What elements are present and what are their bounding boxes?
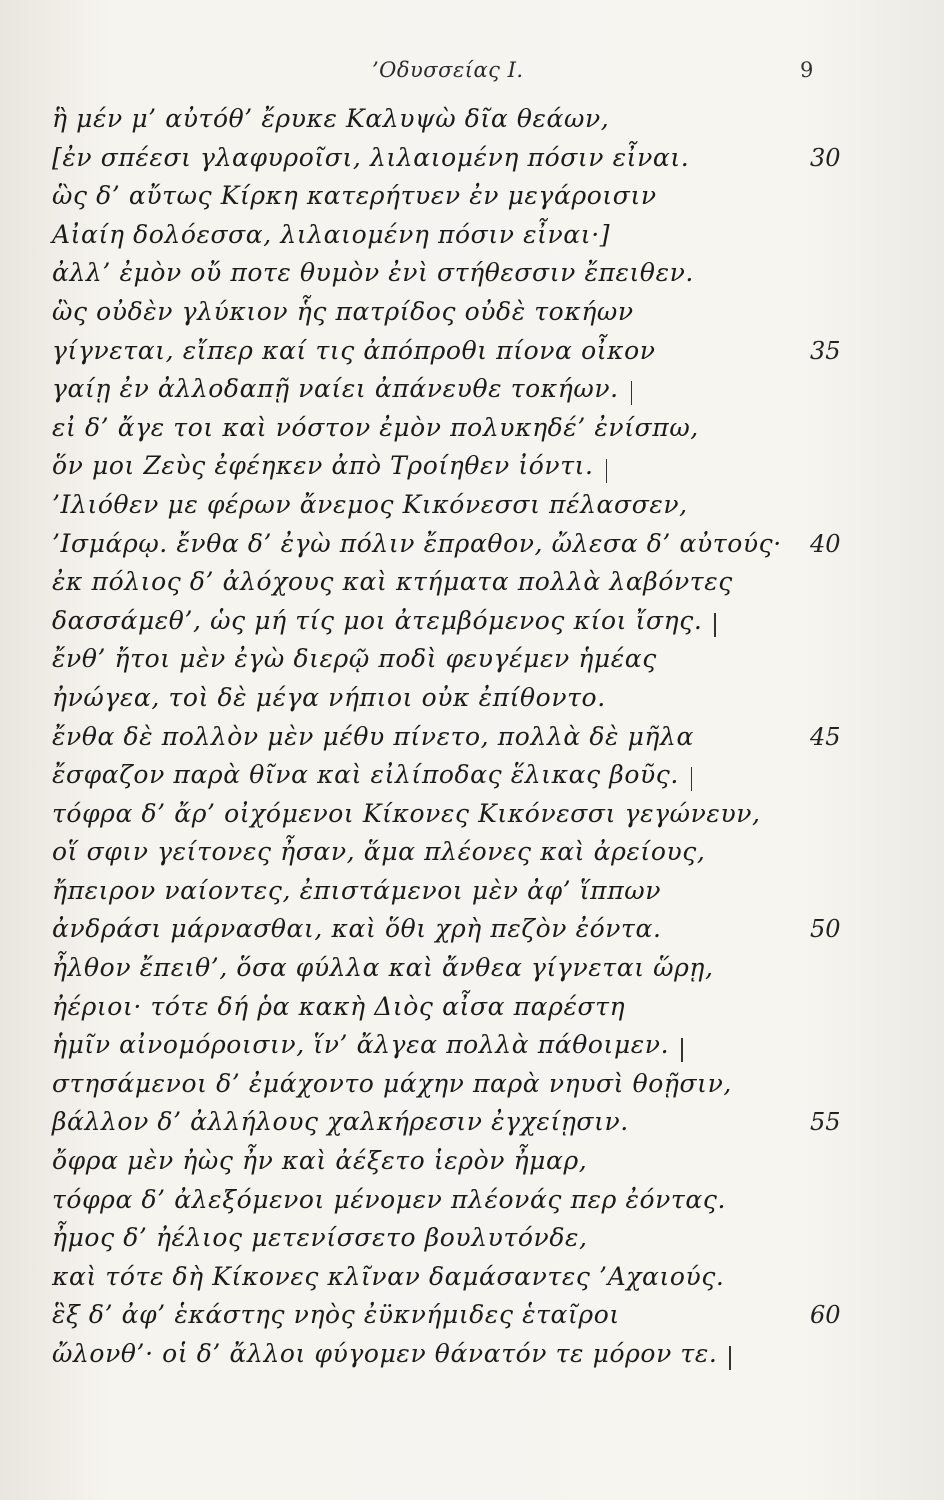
verse-line [52,525,842,564]
line-number: 40 [810,529,841,558]
verse-text: δασσάμεθ’, ὡς μή τίς μοι ἀτεμβόμενος κίοι ἴσης. [52,605,703,635]
verse-text: ἤπειρον ναίοντες, ἐπιστάμενοι μὲν ἀφ’ ἵππων [52,875,662,905]
line-number: 30 [810,143,841,172]
verse-block [52,100,842,1374]
section-bar-mark [714,613,716,637]
line-number: 60 [810,1301,841,1330]
line-number: 55 [810,1108,841,1137]
verse-line [52,833,842,872]
verse-text: βάλλον δ’ ἀλλήλους χαλκήρεσιν ἐγχείῃσιν. [52,1107,629,1137]
verse-line [52,486,842,525]
verse-text: καὶ τότε δὴ Κίκονες κλῖναν δαμάσαντες ’Αχαιούς. [52,1261,725,1291]
verse-text: ’Ιλιόθεν με φέρων ἄνεμος Κικόνεσσι πέλασσεν, [52,489,688,519]
verse-text: ἔνθ’ ἤτοι μὲν ἐγὼ διερῷ ποδὶ φευγέμεν ἡμέας [52,644,657,674]
verse-text: ἠνώγεα, τοὶ δὲ μέγα νήπιοι οὐκ ἐπίθοντο. [52,682,606,712]
verse-line [52,563,842,602]
verse-line [52,293,842,332]
section-bar-mark [681,1038,683,1062]
verse-line [52,254,842,293]
verse-line [52,718,842,757]
verse-line [52,910,842,949]
verse-text: τόφρα δ’ ἀλεξόμενοι μένομεν πλέονάς περ ἐόντας. [52,1184,726,1214]
verse-text: ἦλθον ἔπειθ’, ὅσα φύλλα καὶ ἄνθεα γίγνεται ὥρῃ, [52,953,714,983]
verse-text: ἓξ δ’ ἀφ’ ἑκάστης νηὸς ἐϋκνήμιδες ἑταῖροι [52,1300,620,1330]
verse-line [52,1103,842,1142]
verse-text: στησάμενοι δ’ ἐμάχοντο μάχην παρὰ νηυσὶ θοῇσιν, [52,1068,732,1098]
verse-line [52,1026,842,1065]
verse-line [52,795,842,834]
verse-text: ἠέριοι· τότε δή ῥα κακὴ Διὸς αἶσα παρέστη [52,991,626,1021]
verse-text: [ἐν σπέεσι γλαφυροῖσι, λιλαιομένη πόσιν εἶναι. [52,142,690,172]
verse-text: Αἰαίη δολόεσσα, λιλαιομένη πόσιν εἶναι·] [52,219,611,249]
verse-text: ὣς δ’ αὔτως Κίρκη κατερήτυεν ἐν μεγάροισιν [52,181,657,211]
verse-line [52,1258,842,1297]
section-bar-mark [729,1346,731,1370]
verse-text: ἡμῖν αἰνομόροισιν, ἵν’ ἄλγεα πολλὰ πάθοιμεν. [52,1030,670,1060]
verse-text: ὅν μοι Ζεὺς ἐφέηκεν ἀπὸ Τροίηθεν ἰόντι. [52,451,594,481]
verse-text: ἣ μέν μ’ αὐτόθ’ ἔρυκε Καλυψὼ δῖα θεάων, [52,104,610,133]
page-number: 9 [800,58,814,82]
verse-text: εἰ δ’ ἄγε τοι καὶ νόστον ἐμὸν πολυκηδέ’ ἐνίσπω, [52,412,699,442]
verse-line [52,1296,842,1335]
section-bar-mark [606,459,608,483]
verse-line [52,216,842,255]
verse-text: ὤλονθ’· οἱ δ’ ἄλλοι φύγομεν θάνατόν τε μόρον τε. [52,1339,718,1368]
verse-text: ἔνθα δὲ πολλὸν μὲν μέθυ πίνετο, πολλὰ δὲ μῆλα [52,721,694,751]
verse-line [52,370,842,409]
verse-text: γαίῃ ἐν ἀλλοδαπῇ ναίει ἀπάνευθε τοκήων. [52,374,619,404]
verse-text: οἵ σφιν γείτονες ἦσαν, ἅμα πλέονες καὶ ἀρείους, [52,837,706,867]
section-bar-mark [631,381,633,405]
verse-text: ἀλλ’ ἐμὸν οὔ ποτε θυμὸν ἐνὶ στήθεσσιν ἔπειθεν. [52,258,694,288]
verse-line [52,1065,842,1104]
verse-line [52,409,842,448]
verse-line [52,1142,842,1181]
verse-text: ἐκ πόλιος δ’ ἀλόχους καὶ κτήματα πολλὰ λαβόντες [52,567,733,597]
verse-line [52,100,842,139]
verse-line [52,1335,842,1374]
line-number: 50 [810,915,841,944]
verse-line [52,332,842,371]
running-head-title: ’Οδυσσείας Ι. [372,58,524,82]
verse-text: ὣς οὐδὲν γλύκιον ἧς πατρίδος οὐδὲ τοκήων [52,296,634,326]
line-number: 35 [810,336,841,365]
section-bar-mark [691,767,693,791]
verse-line [52,447,842,486]
verse-line [52,988,842,1027]
verse-line [52,949,842,988]
verse-line [52,756,842,795]
verse-line [52,602,842,641]
verse-text: ἦμος δ’ ἠέλιος μετενίσσετο βουλυτόνδε, [52,1223,588,1253]
verse-text: ὄφρα μὲν ἠὼς ἦν καὶ ἀέξετο ἱερὸν ἦμαρ, [52,1146,588,1176]
verse-text: ἀνδράσι μάρνασθαι, καὶ ὅθι χρὴ πεζὸν ἐόντα. [52,914,662,944]
verse-text: ἔσφαζον παρὰ θῖνα καὶ εἰλίποδας ἕλικας βοῦς. [52,760,679,790]
running-head [0,58,944,88]
verse-text: ’Ισμάρῳ. ἔνθα δ’ ἐγὼ πόλιν ἔπραθον, ὤλεσα δ’ αὐτούς· [52,528,782,558]
verse-line [52,679,842,718]
verse-line [52,872,842,911]
line-number: 45 [810,722,841,751]
verse-line [52,139,842,178]
verse-line [52,1219,842,1258]
verse-line [52,1181,842,1220]
verse-line [52,177,842,216]
verse-text: τόφρα δ’ ἄρ’ οἰχόμενοι Κίκονες Κικόνεσσι γεγώνευν, [52,798,761,828]
verse-line [52,640,842,679]
verse-text: γίγνεται, εἴπερ καί τις ἀπόπροθι πίονα οἶκον [52,335,656,365]
